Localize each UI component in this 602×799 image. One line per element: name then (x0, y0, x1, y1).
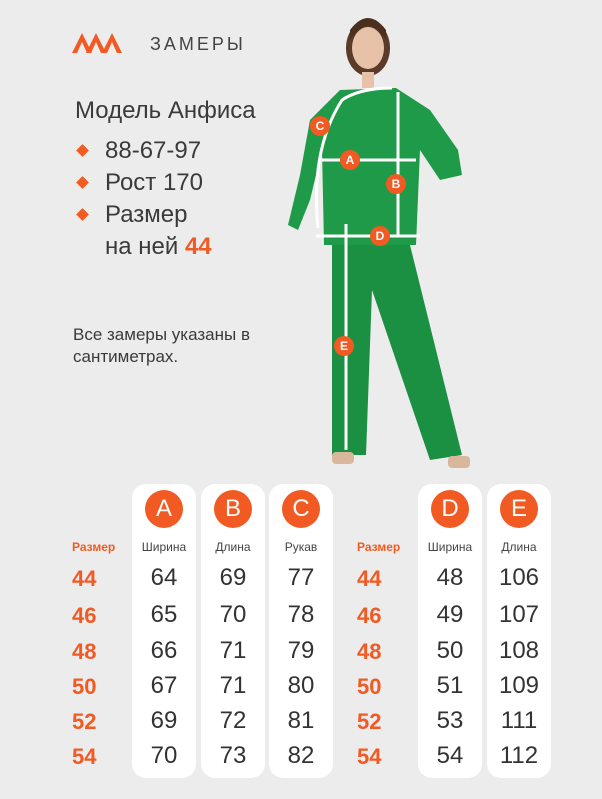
table-cell: 49 (436, 601, 464, 628)
table-cell: 82 (287, 742, 315, 769)
table-cell: 72 (219, 707, 247, 734)
table-cell: 71 (219, 672, 247, 699)
double-chevron-logo-icon (72, 33, 126, 53)
size-column-header: Размер (72, 540, 116, 554)
table-cell: 67 (150, 672, 178, 699)
size-value: 54 (357, 744, 382, 769)
marker-d: D (375, 229, 385, 243)
table-cell: 78 (287, 601, 315, 628)
table-cell: 79 (287, 637, 315, 664)
table-cell: 111 (500, 707, 538, 734)
table-cell: 51 (436, 672, 464, 699)
list-item (75, 167, 212, 199)
marker-a: A (345, 153, 355, 167)
param-size-value: 44 (184, 233, 212, 260)
size-value: 44 (357, 566, 382, 591)
table-cell: 50 (436, 637, 464, 664)
column-c-badge: C (282, 490, 320, 528)
model-params-list (75, 135, 212, 263)
column-b-badge: B (214, 490, 252, 528)
column-a-header: Ширина (141, 540, 187, 554)
table-cell: 69 (150, 707, 178, 734)
table-cell: 48 (436, 564, 464, 591)
size-value: 46 (357, 603, 382, 628)
size-value: 48 (72, 639, 97, 664)
column-e-header: Длина (501, 540, 537, 554)
table-cell: 109 (498, 672, 540, 699)
list-item (75, 231, 212, 263)
param-size-prefix: на ней (105, 233, 179, 260)
column-c-header: Рукав (284, 540, 318, 554)
list-item (75, 199, 212, 231)
table-cell: 70 (219, 601, 247, 628)
size-value: 50 (357, 674, 382, 699)
column-a-badge: A (145, 490, 183, 528)
size-value: 54 (72, 744, 97, 769)
measurement-note: Все замеры указаны в сантиметрах. (73, 325, 250, 366)
marker-e: E (339, 339, 349, 353)
param-measurements: 88-67-97 (105, 137, 202, 164)
size-value: 44 (72, 566, 97, 591)
size-column-header: Размер (357, 540, 401, 554)
model-figure-image (280, 0, 520, 480)
table-cell: 54 (436, 742, 464, 769)
marker-c: C (315, 119, 325, 133)
table-cell: 112 (499, 742, 539, 769)
column-d-badge: D (431, 490, 469, 528)
table-cell: 65 (150, 601, 178, 628)
table-cell: 69 (219, 564, 247, 591)
table-cell: 107 (498, 601, 540, 628)
table-cell: 66 (150, 637, 178, 664)
brand-title: ЗАМЕРЫ (150, 34, 246, 54)
table-cell: 64 (150, 564, 178, 591)
table-cell: 106 (498, 564, 540, 591)
diamond-bullet-icon (76, 208, 89, 221)
table-cell: 80 (287, 672, 315, 699)
table-cell: 81 (287, 707, 315, 734)
column-b-header: Длина (215, 540, 251, 554)
size-value: 52 (357, 709, 382, 734)
size-value: 46 (72, 603, 97, 628)
size-value: 48 (357, 639, 382, 664)
table-cell: 73 (219, 742, 247, 769)
diamond-bullet-icon (76, 176, 89, 189)
column-d-header: Ширина (427, 540, 473, 554)
table-cell: 53 (436, 707, 464, 734)
table-cell: 71 (219, 637, 247, 664)
table-cell: 108 (498, 637, 540, 664)
list-item (75, 135, 212, 167)
size-value: 50 (72, 674, 97, 699)
column-e-badge: E (500, 490, 538, 528)
size-value: 52 (72, 709, 97, 734)
table-cell: 70 (150, 742, 178, 769)
param-height: Рост 170 (105, 169, 204, 196)
model-name: Модель Анфиса (75, 97, 256, 124)
diamond-bullet-icon (76, 144, 89, 157)
table-cell: 77 (287, 564, 315, 591)
param-size-label: Размер (105, 201, 188, 228)
marker-b: B (391, 177, 401, 191)
